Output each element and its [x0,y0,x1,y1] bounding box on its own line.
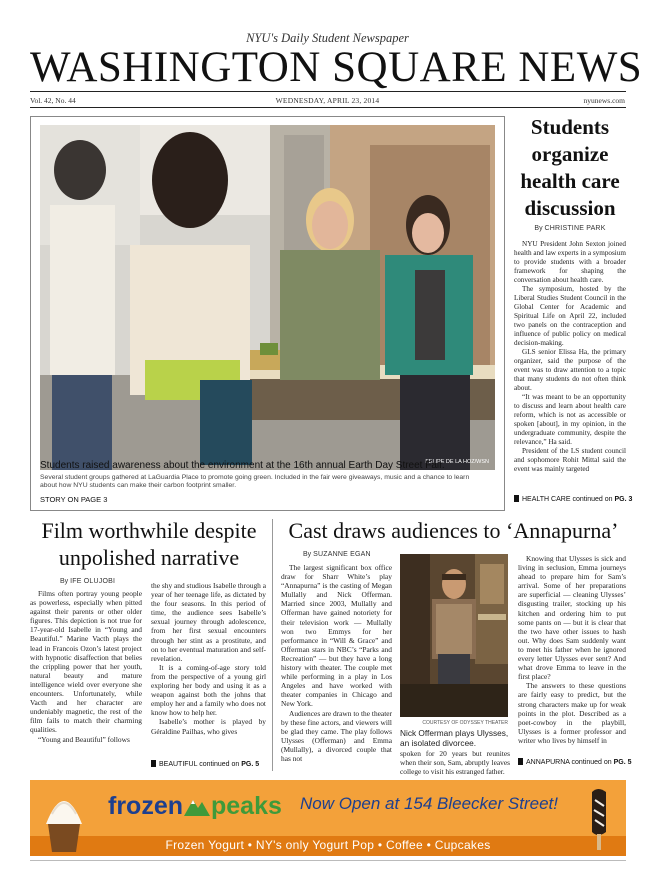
lead-caption-title: Students raised awareness about the environment at the 16th annual Earth Day Street Fair. [40,460,445,471]
theater-col-1 [281,563,392,763]
theater-paragraph: Knowing that Ulysses is sick and living in seclusion, Emma journeys ahead to prepare him for Sam’s arrival. Some of her preparations are superficial — cleaning Ulysses’ disgusting trailer, stocking up his kitchen and ordering him to put some pants on — but it is clear that the two have other issues to hash out. Why does Sam suddenly want to meet his father when he ignored every letter Ulysses ever sent? And what drove Emma to leave in the first place? [518,554,626,682]
theater-photo-credit: COURTESY OF ODYSSEY THEATER [422,720,508,726]
page-bottom-rule [30,860,626,861]
masthead [0,0,655,112]
film-paragraph: Isabelle’s mother is played by Géraldine Pailhas, who gives [151,717,266,736]
masthead-tagline: NYU's Daily Student Newspaper [246,31,409,45]
ad-brand-peaks: peaks [211,792,282,820]
film-byline: By IFE OLUJOBI [60,578,116,585]
column-divider [272,519,273,771]
yogurt-pop-icon [578,786,618,852]
health-paragraph: President of the LS student council and sophomore Rohit Mittal said the event was mainly targeted [514,447,626,473]
ad-brand-frozen: frozen [108,792,183,820]
theater-paragraph: spoken for 20 years but reunites when their son, Sam, abruptly leaves college to visit his estranged father. [400,749,510,777]
website[interactable]: nyunews.com [583,96,625,105]
theater-byline: By SUZANNE EGAN [303,551,371,558]
lead-photo-box [30,116,505,511]
masthead-rule-top [30,91,626,92]
film-story [30,517,268,772]
nick-offerman-photo [400,554,508,717]
earth-day-fair-photo [40,125,495,470]
health-story [514,114,633,510]
film-headline[interactable]: Film worthwhile despite unpolished narrative [41,518,257,570]
masthead-rule-bottom [30,107,626,108]
health-paragraph: NYU President John Sexton joined health and law experts in a symposium to provide students with a broader framework for shaping the conversation about health care. [514,240,626,284]
theater-photo [400,554,508,717]
health-headline[interactable]: Students organize health care discussion [520,115,620,220]
health-body [514,240,626,474]
health-paragraph: GLS senior Elissa Ha, the primary organizer, said the purpose of the event was to draw attention to a topic that many students do not often think about. [514,348,626,392]
theater-paragraph: The largest significant box office draw for Sharr White’s play “Annapurna” is the casting of Megan Mullally and Nick Offerman. Married since 2003, Mullally and Offerman have gained notoriety for their television work — Mullally won two Emmys for her performance in “Will & Grace” and Offerman stars in NBC’s “Parks and Recreation” — but they have a long history with theater. The couple met while performing in a play in Los Angeles and have worked with theater companies in Chicago and New York. [281,563,392,709]
film-paragraph: “Young and Beautiful” follows [38,734,130,744]
health-byline: By CHRISTINE PARK [534,225,606,232]
ad-headline: Now Open at 154 Bleecker Street! [300,794,558,813]
film-col-2 [151,581,266,736]
frozen-peaks-ad[interactable] [30,780,626,856]
theater-col-2 [400,749,510,776]
theater-paragraph: The answers to these questions are fairly easy to predict, but the strong characters make up for weak points in the plot. Described as a poet-cowboy in the playbill, Ulysses is a former professor and writer who lives by himself in [518,681,626,745]
film-paragraph: Films often portray young people as powerless, especially when pitted against their parents or other older figures. This depiction is not true for 17-year-old Isabelle in “Young and Beautiful.” Marine Vacth plays the lead in Francois Ozon’s latest project with hypnotic disaffection that belies the crippling power that her youth, natural beauty and mature intelligence wield over everyone she encounters. Unfortunately, while Vacth and her character are undeniably magnetic, the rest of the film fails to match their charming qualities. [30,589,142,735]
ad-tagline: Frozen Yogurt • NY's only Yogurt Pop • Coffee • Cupcakes [165,838,491,852]
lead-caption-text: Several student groups gathered at LaGuardia Place to promote going green. Included in the fair were giveaways, music and a chance to learn about how NYU students can make their carbon footprint smaller. [40,474,470,489]
lead-story-ref[interactable]: STORY ON PAGE 3 [40,495,108,504]
theater-photo-caption: Nick Offerman plays Ulysses, an isolated divorcee. [400,728,509,748]
film-paragraph: It is a coming-of-age story told from the perspective of a young girl exploring her body and using it as a weapon against both the johns that employ her and a family who does not know how to help her. [151,662,266,718]
lead-photo [40,125,495,470]
film-col-1 [30,589,142,744]
theater-col-3 [518,554,626,745]
issue-date: WEDNESDAY, APRIL 23, 2014 [275,96,380,105]
ad-brand [108,792,282,820]
theater-continued[interactable]: ANNAPURNA continued on PG. 5 [518,758,631,766]
masthead-title: WASHINGTON SQUARE NEWS [30,44,643,91]
volume-number: Vol. 42, No. 44 [30,96,76,105]
film-continued[interactable]: BEAUTIFUL continued on PG. 5 [151,760,259,768]
health-continued[interactable]: HEALTH CARE continued on PG. 3 [514,495,632,503]
mountain-icon [184,794,210,814]
theater-headline[interactable]: Cast draws audiences to ‘Annapurna’ [288,518,619,543]
film-paragraph: the shy and studious Isabelle through a year of her teenage life, as dictated by the four seasons. In this period of time, the audience sees Isabelle’s sexual journey through adolescence, from her first sexual encounters through her stint as a prostitute, and on to her eventual maturation and self-revelation. [151,581,266,663]
theater-story [281,517,632,777]
theater-paragraph: Audiences are drawn to the theater by these fine actors, and viewers will be glad they came. The play follows Ulysses (Offerman) and Emma (Mullally), a divorced couple that has not [281,708,392,763]
health-paragraph: “It was meant to be an opportunity to discuss and learn about health care reform, which is not as accessible or spoken [about], in my opinion, in the undergraduate community, despite the relevance,” Ha said. [514,393,626,446]
health-paragraph: The symposium, hosted by the Liberal Studies Student Council in the Global Center for Academic and Spiritual Life on April 22, included two panels on the contraception and influence of public policy on medical decision-making. [514,285,626,347]
lead-photo-credit: FELIPE DE LA HOZ/WSN [425,459,489,465]
